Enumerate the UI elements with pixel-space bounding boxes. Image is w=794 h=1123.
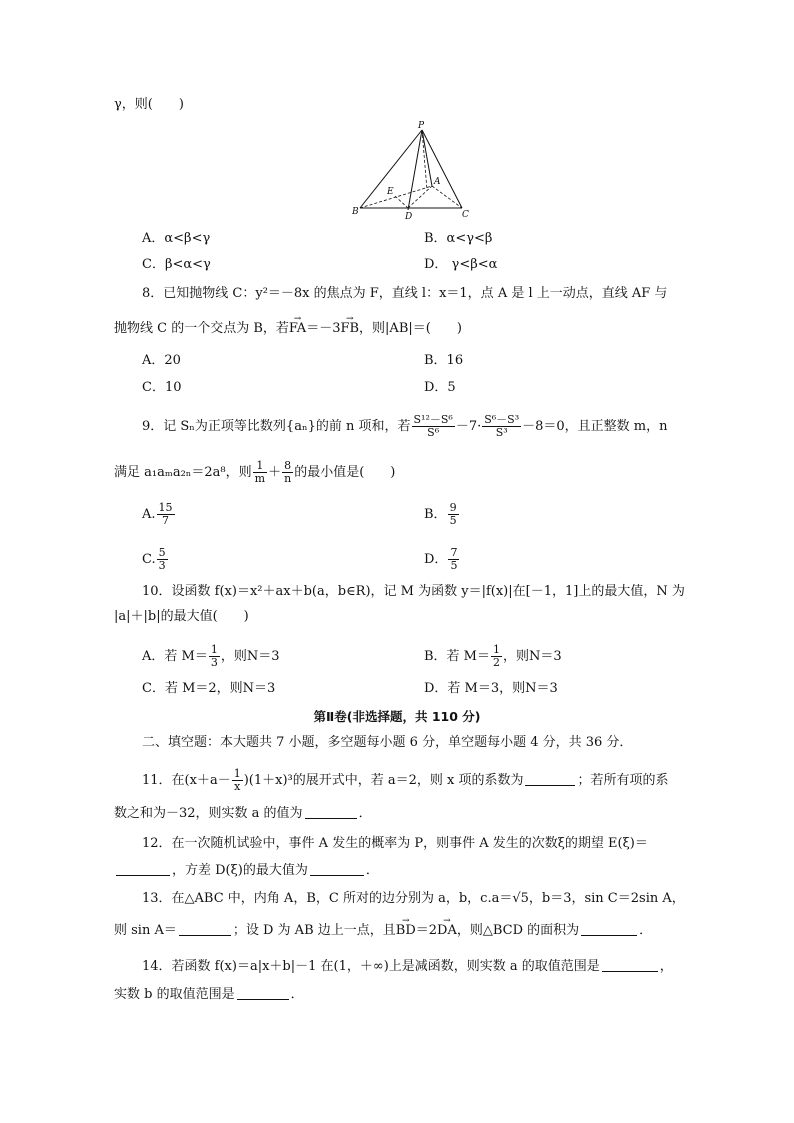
q8-text-b: ，则|AB|＝( ) [359,321,462,336]
q10-option-b: B．若 M＝ $\frac{1}{2}$ ，则N＝3 [424,643,562,669]
q9-text-b: －8＝0，且正整数 m，n [522,419,668,434]
q7-tail: γ，则( ) [114,97,184,112]
q11-fraction: $\frac{1}{x}$ [233,767,241,793]
q8-option-a: A．20 [142,353,181,368]
fill-in-intro: 二、填空题：本大题共 7 小题，多空题每小题 6 分，单空题每小题 4 分，共 36 分． [142,735,633,750]
answer-blank[interactable] [581,922,637,936]
q8-option-c: C．10 [142,380,182,395]
edge-ED [395,196,408,208]
q9-fraction-1m: $\frac{1}{m}$ [254,459,266,485]
q9-mid: －7· [455,419,482,434]
q9-text-c: 满足 a₁aₘa₂ₙ＝2a⁸，则 [114,465,252,480]
answer-blank[interactable] [310,862,364,876]
q10-option-a: A．若 M＝ $\frac{1}{3}$ ，则N＝3 [142,643,280,669]
q7-option-d: D． γ<β<α [424,257,498,272]
edge-AC [432,186,462,208]
q8-text-a: 抛物线 C 的一个交点为 B，若 [114,321,289,336]
q8-line1: 8．已知抛物线 C：y²＝－8x 的焦点为 F，直线 l：x＝1，点 A 是 l 上一动点，直线 AF 与 [142,286,668,301]
q8-line2 [114,320,462,338]
q9-text-d: 的最小值是( ) [294,465,396,480]
label-P: P [418,121,425,131]
answer-blank[interactable] [525,772,575,786]
q10-option-c: C．若 M＝2，则N＝3 [142,681,276,696]
label-D: D [405,212,413,220]
vector-FB: → FB [340,320,359,338]
q13-line1: 13．在△ABC 中，内角 A，B，C 所对的边分别为 a，b，c.a＝√5，b＝3，sin C＝2sin A， [142,891,685,906]
q8-option-b: B．16 [424,353,464,368]
label-A: A [434,177,441,187]
q9-option-a: A. $\frac{15}{7}$ [142,501,173,527]
q7-option-b: B．α<γ<β [424,231,493,246]
q9-line1 [142,414,667,439]
vector-BD: → BD [396,922,416,940]
q13-line2: 则 sin A＝ ；设 D 为 AB 边上一点，且→ BD＝2→ DA，则△BCD 的面积为 ． [114,922,652,940]
label-C: C [462,210,469,220]
q7-option-c: C．β<α<γ [142,257,211,272]
q10-line1: 10．设函数 f(x)＝x²＋ax＋b(a，b∈R)，记 M 为函数 y＝|f(x)|在[－1，1]上的最大值，N 为 [142,584,685,599]
answer-blank[interactable] [116,862,170,876]
q12-line2: ，方差 D(ξ)的最大值为 ． [114,862,379,880]
q8-option-d: D．5 [424,380,456,395]
label-B: B [352,207,359,217]
q9-line2 [114,460,395,485]
vector-FA: → FA [289,320,306,338]
answer-blank[interactable] [179,922,231,936]
answer-blank[interactable] [305,805,357,819]
label-E: E [387,187,394,197]
q8-eq: ＝－3 [306,321,341,336]
q7-option-a: A．α<β<γ [142,231,211,246]
answer-blank[interactable] [602,958,658,972]
q10-line2: |a|＋|b|的最大值( ) [114,609,249,624]
q11-line2: 数之和为－32，则实数 a 的值为 ． [114,806,372,821]
q10-option-d: D．若 M＝3，则N＝3 [424,681,558,696]
section-2-title: 第Ⅱ卷(非选择题，共 110 分) [313,709,481,724]
answer-blank[interactable] [237,986,289,1000]
q14-line1: 14．若函数 f(x)＝a|x＋b|－1 在(1，＋∞)上是减函数，则实数 a 的取值范围是 ， [142,959,673,974]
edge-PD [408,130,422,210]
q12-line1: 12．在一次随机试验中，事件 A 发生的概率为 P，则事件 A 发生的次数ξ的期望 E(ξ)＝ [142,836,648,851]
q11-line1: 11．在(x＋a－ $\frac{1}{x}$ )(1＋x)³的展开式中，若 a＝2，则 x 项的系数为 ；若所有项的系 [142,767,669,793]
q9-option-c: C. $\frac{5}{3}$ [142,546,166,572]
edge-PC [422,130,462,208]
edge-PA [422,130,432,186]
q14-line2: 实数 b 的取值范围是 ． [114,987,304,1002]
q9-fraction-2: $\frac{\text{S⁶－S³}}{\text{S³}}$ [484,413,520,439]
q9-fraction-8n: $\frac{8}{n}$ [284,459,292,485]
pyramid-figure [350,120,480,220]
q9-fraction-1: $\frac{\text{S¹²－S⁶}}{\text{S⁶}}$ [413,413,453,439]
vector-DA: → DA [437,922,457,940]
q9-text-a: 9．记 Sₙ为正项等比数列{aₙ}的前 n 项和，若 [142,419,411,434]
q9-option-d: D． $\frac{7}{5}$ [424,546,458,572]
q9-plus: ＋ [268,465,282,480]
q9-option-b: B． $\frac{9}{5}$ [424,501,457,527]
